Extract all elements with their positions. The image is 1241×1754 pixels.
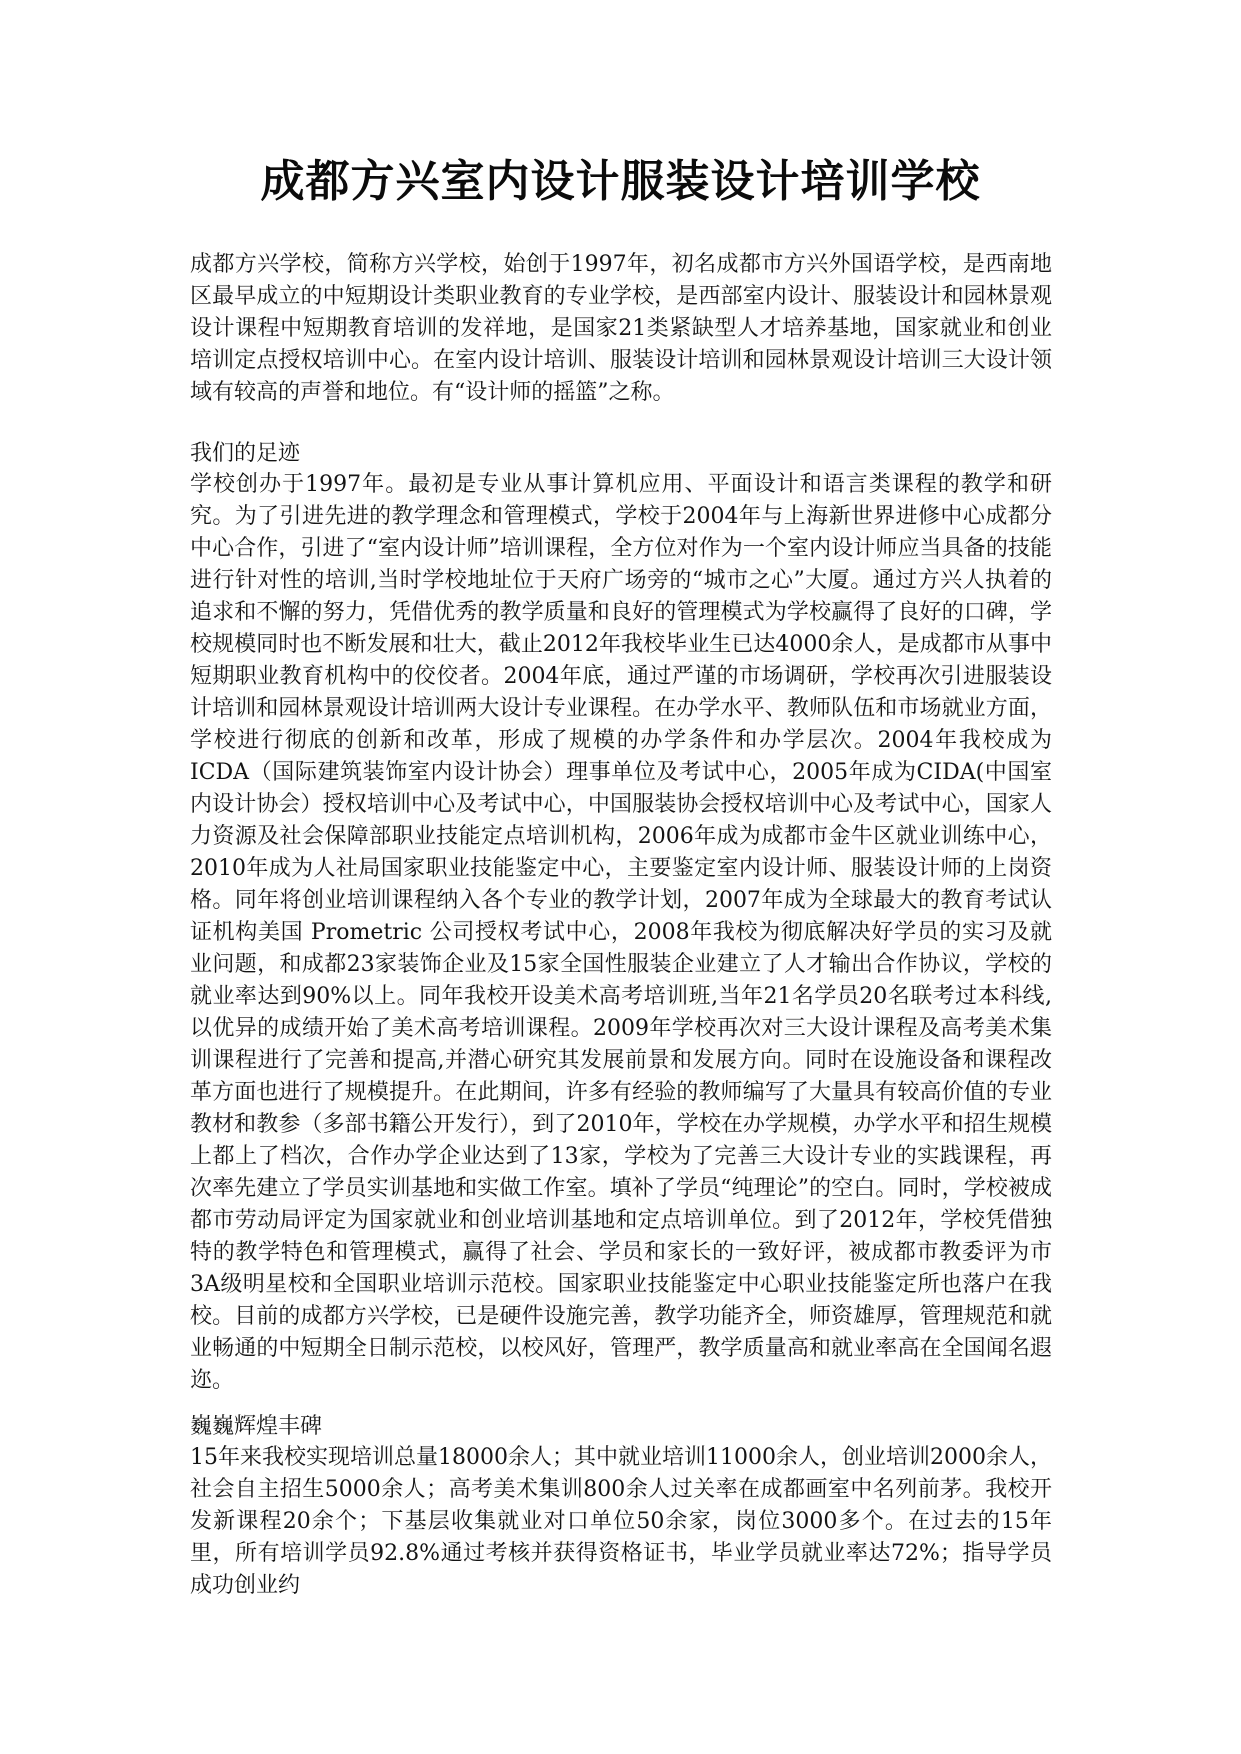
section-heading-footprint: 我们的足迹 xyxy=(190,441,301,466)
section-text-footprint: 学校创办于1997年。最初是专业从事计算机应用、平面设计和语言类课程的教学和研究。为了引进先进的教学理念和管理模式，学校于2004年与上海新世界进修中心成都分中心合作，引进了“室内设计师”培训课程，全方位对作为一个室内设计师应当具备的技能进行针对性的培训,当时学校地址位于天府广场旁的“城市之心”大厦。通过方兴人执着的追求和不懈的努力，凭借优秀的教学质量和良好的管理模式为学校赢得了良好的口碑，学校规模同时也不断发展和壮大，截止2012年我校毕业生已达4000余人，是成都市从事中短期职业教育机构中的佼佼者。2004年底，通过严谨的市场调研，学校再次引进服装设计培训和园林景观设计培训两大设计专业课程。在办学水平、教师队伍和市场就业方面，学校进行彻底的创新和改革，形成了规模的办学条件和办学层次。2004年我校成为ICDA（国际建筑装饰室内设计协会）理事单位及考试中心，2005年成为CIDA(中国室内设计协会）授权培训中心及考试中心，中国服装协会授权培训中心及考试中心，国家人力资源及社会保障部职业技能定点培训机构，2006年成为成都市金牛区就业训练中心，2010年成为人社局国家职业技能鉴定中心，主要鉴定室内设计师、服装设计师的上岗资格。同年将创业培训课程纳入各个专业的教学计划，2007年成为全球最大的教育考试认证机构美国 Prometric 公司授权考试中心，2008年我校为彻底解决好学员的实习及就业问题，和成都23家装饰企业及15家全国性服装企业建立了人才输出合作协议，学校的就业率达到90%以上。同年我校开设美术高考培训班,当年21名学员20名联考过本科线,以优异的成绩开始了美术高考培训课程。2009年学校再次对三大设计课程及高考美术集训课程进行了完善和提高,并潜心研究其发展前景和发展方向。同时在设施设备和课程改革方面也进行了规模提升。在此期间，许多有经验的教师编写了大量具有较高价值的专业教材和教参（多部书籍公开发行），到了2010年，学校在办学规模，办学水平和招生规模上都上了档次，合作办学企业达到了13家，学校为了完善三大设计专业的实践课程，再次率先建立了学员实训基地和实做工作室。填补了学员“纯理论”的空白。同时，学校被成都市劳动局评定为国家就业和创业培训基地和定点培训单位。到了2012年，学校凭借独特的教学特色和管理模式，赢得了社会、学员和家长的一致好评，被成都市教委评为市3A级明星校和全国职业培训示范校。国家职业技能鉴定中心职业技能鉴定所也落户在我校。目前的成都方兴学校，已是硬件设施完善，教学功能齐全，师资雄厚，管理规范和就业畅通的中短期全日制示范校，以校风好，管理严，教学质量高和就业率高在全国闻名遐迩。 xyxy=(190,472,1052,1393)
intro-paragraph: 成都方兴学校，简称方兴学校，始创于1997年，初名成都市方兴外国语学校，是西南地区最早成立的中短期设计类职业教育的专业学校，是西部室内设计、服装设计和园林景观设计课程中短期教育培训的发祥地，是国家21类紧缺型人才培养基地，国家就业和创业培训定点授权培训中心。在室内设计培训、服装设计培训和园林景观设计培训三大设计领域有较高的声誉和地位。有“设计师的摇篮”之称。 xyxy=(190,252,1052,405)
document-title: 成都方兴室内设计服装设计培训学校 xyxy=(260,156,981,207)
section-text-achievements: 15年来我校实现培训总量18000余人；其中就业培训11000余人，创业培训2000余人，社会自主招生5000余人；高考美术集训800余人过关率在成都画室中名列前茅。我校开发新课程20余个；下基层收集就业对口单位50余家，岗位3000多个。在过去的15年里，所有培训学员92.8%通过考核并获得资格证书，毕业学员就业率达72%；指导学员成功创业约 xyxy=(190,1445,1052,1598)
section-heading-achievements: 巍巍辉煌丰碑 xyxy=(190,1414,323,1439)
